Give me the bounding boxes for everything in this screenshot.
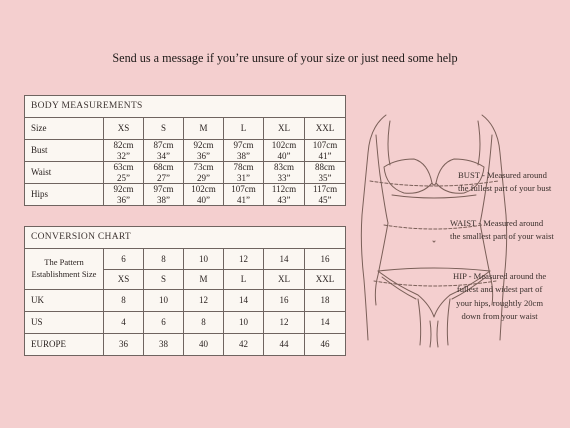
- table-row: [25, 140, 346, 162]
- pattern-size-label: The Pattern Establishment Size: [25, 249, 104, 290]
- pattern-number-cell: 10: [184, 249, 224, 270]
- conversion-cell: 40: [184, 334, 224, 356]
- measure-cell: 112cm 43”: [264, 184, 305, 206]
- table-row: [25, 290, 346, 312]
- body-measurements-table: [24, 95, 346, 206]
- measure-cell: 73cm 29”: [184, 162, 224, 184]
- measure-cell: 97cm 38”: [144, 184, 184, 206]
- measure-cell: 102cm 40”: [264, 140, 305, 162]
- measure-cell: 102cm 40”: [184, 184, 224, 206]
- conversion-cell: 38: [144, 334, 184, 356]
- measure-cell: 107cm 41”: [305, 140, 346, 162]
- bust-note: BUST - Measured around the fullest part of your bust: [458, 170, 552, 194]
- conversion-cell: 42: [224, 334, 264, 356]
- conversion-chart-title: CONVERSION CHART: [25, 227, 346, 249]
- measure-cell: 88cm 35”: [305, 162, 346, 184]
- row-label-us: US: [25, 312, 104, 334]
- conversion-cell: 14: [224, 290, 264, 312]
- conversion-cell: 6: [144, 312, 184, 334]
- conversion-cell: 8: [184, 312, 224, 334]
- waist-note: WAIST - Measured around the smallest part of your waist: [450, 218, 554, 242]
- conversion-cell: 44: [264, 334, 305, 356]
- measure-cell: 68cm 27”: [144, 162, 184, 184]
- body-measurements-title: BODY MEASUREMENTS: [25, 96, 346, 118]
- measure-cell: 82cm 32”: [104, 140, 144, 162]
- headline: Send us a message if you’re unsure of your size or just need some help: [112, 51, 458, 65]
- size-header-cell: XS: [104, 118, 144, 140]
- table-row: [25, 334, 346, 356]
- conversion-cell: 4: [104, 312, 144, 334]
- conversion-cell: 46: [305, 334, 346, 356]
- measure-cell: 97cm 38”: [224, 140, 264, 162]
- measure-cell: 92cm 36”: [104, 184, 144, 206]
- table-row: [25, 312, 346, 334]
- pattern-number-cell: 14: [264, 249, 305, 270]
- size-header-cell: XL: [264, 118, 305, 140]
- pattern-size-cell: XL: [264, 270, 305, 290]
- measure-cell: 87cm 34”: [144, 140, 184, 162]
- conversion-cell: 16: [264, 290, 305, 312]
- table-row: [25, 162, 346, 184]
- pattern-size-cell: XS: [104, 270, 144, 290]
- measure-cell: 83cm 33”: [264, 162, 305, 184]
- row-label-waist: Waist: [25, 162, 104, 184]
- pattern-number-cell: 6: [104, 249, 144, 270]
- pattern-number-cell: 16: [305, 249, 346, 270]
- measure-cell: 117cm 45”: [305, 184, 346, 206]
- pattern-size-cell: L: [224, 270, 264, 290]
- pattern-size-cell: S: [144, 270, 184, 290]
- pattern-number-cell: 12: [224, 249, 264, 270]
- conversion-cell: 10: [224, 312, 264, 334]
- conversion-cell: 36: [104, 334, 144, 356]
- size-header-cell: L: [224, 118, 264, 140]
- pattern-size-cell: XXL: [305, 270, 346, 290]
- pattern-number-cell: 8: [144, 249, 184, 270]
- conversion-cell: 14: [305, 312, 346, 334]
- conversion-cell: 8: [104, 290, 144, 312]
- hip-note: HIP - Measured around the fullest and widest part of your hips, roughtly 20cm down from your waist: [453, 271, 547, 321]
- conversion-cell: 10: [144, 290, 184, 312]
- conversion-cell: 18: [305, 290, 346, 312]
- conversion-chart-table: [24, 226, 346, 356]
- measure-cell: 63cm 25”: [104, 162, 144, 184]
- pattern-size-cell: M: [184, 270, 224, 290]
- row-label-hips: Hips: [25, 184, 104, 206]
- table-row: [25, 184, 346, 206]
- conversion-cell: 12: [184, 290, 224, 312]
- row-label-europe: EUROPE: [25, 334, 104, 356]
- row-label-uk: UK: [25, 290, 104, 312]
- size-header: Size: [25, 118, 104, 140]
- measure-cell: 92cm 36”: [184, 140, 224, 162]
- size-header-cell: M: [184, 118, 224, 140]
- size-header-cell: XXL: [305, 118, 346, 140]
- measure-cell: 107cm 41”: [224, 184, 264, 206]
- size-header-cell: S: [144, 118, 184, 140]
- conversion-cell: 12: [264, 312, 305, 334]
- measure-cell: 78cm 31”: [224, 162, 264, 184]
- row-label-bust: Bust: [25, 140, 104, 162]
